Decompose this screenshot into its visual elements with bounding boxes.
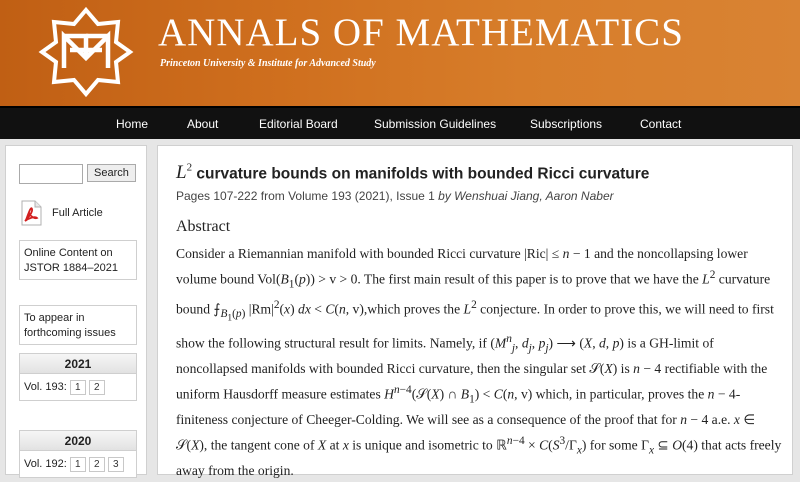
sidebar xyxy=(5,145,147,475)
issue-link[interactable]: 1 xyxy=(70,380,86,395)
year-box-2021 xyxy=(19,353,137,401)
year-heading[interactable]: 2021 xyxy=(20,354,136,374)
full-article-label: Full Article xyxy=(52,207,103,219)
title-text: curvature bounds on manifolds with bounded Ricci curvature xyxy=(192,165,650,183)
nav-subscriptions[interactable]: Subscriptions xyxy=(530,117,603,131)
abstract-heading: Abstract xyxy=(176,218,231,235)
issue-link[interactable]: 2 xyxy=(89,380,105,395)
header-banner xyxy=(0,0,800,106)
issue-link[interactable]: 1 xyxy=(70,457,86,472)
pages-volume-issue: Pages 107-222 from Volume 193 (2021), Issue 1 xyxy=(176,189,439,203)
year-box-2020 xyxy=(19,430,137,478)
nav-about[interactable]: About xyxy=(187,117,219,131)
forthcoming-label: To appear in forthcoming issues xyxy=(24,312,116,339)
abstract-text: Consider a Riemannian manifold with bounded Ricci curvature |Ric| ≤ n − 1 and the noncollapsing lower volume bound $Vol(B_1(p)) > v > 0$. The first main result of this paper is to prove that we have the $L^2$ curvature bound $⨍_{B_1(p)}$ $|Rm|^2(x)$ dx < C(n, v),which proves the $L^2$ conjecture. In order to prove this, we will need to first show the following structural result for limits. Namely, if ($M^n_j$, $d_j$, $p_j$) ⟶ (X, d, p) is a GH-limit of noncollapsed manifolds with bounded Ricci curvature, then the singular set 𝒮(X) is n − 4 rectifiable with the uniform Hausdorff measure estimates $H^{n-4}(𝒮(X)$ ∩ $B_1) < C(n$, v) which, in particular, proves the n − 4-finiteness conjecture of Cheeger-Colding. We will see as a consequence of the proof that for n − 4 a.e. x ∈ 𝒮(X), the tangent cone of X at x is unique and isometric to ℝ$^{n-4}$ × $C(S^3/\Gamma_x)$ for some $\Gamma_x$ ⊆ O(4) that acts freely away from the origin. xyxy=(176,246,782,478)
volume-row xyxy=(20,374,136,400)
article-meta xyxy=(176,189,614,203)
main-nav xyxy=(0,106,800,139)
jstor-link[interactable] xyxy=(19,240,137,280)
jstor-label: Online Content on JSTOR 1884–2021 xyxy=(24,247,118,274)
issue-link[interactable]: 2 xyxy=(89,457,105,472)
article-title xyxy=(176,162,649,184)
search-form xyxy=(19,164,136,184)
search-button[interactable]: Search xyxy=(87,164,136,182)
forthcoming-link[interactable] xyxy=(19,305,137,345)
volume-row xyxy=(20,451,136,477)
full-article-link[interactable] xyxy=(20,200,103,226)
year-heading[interactable]: 2020 xyxy=(20,431,136,451)
title-math: $L^2$ xyxy=(176,162,193,184)
issue-link[interactable]: 3 xyxy=(108,457,124,472)
nav-contact[interactable]: Contact xyxy=(640,117,682,131)
article-panel xyxy=(157,145,793,478)
pdf-icon xyxy=(20,200,42,226)
nav-submission-guidelines[interactable]: Submission Guidelines xyxy=(374,117,497,131)
nav-home[interactable]: Home xyxy=(116,117,149,131)
annals-monogram-logo[interactable] xyxy=(40,6,132,98)
site-subtitle: Princeton University & Institute for Advanced Study xyxy=(160,58,376,69)
authors[interactable]: by Wenshuai Jiang, Aaron Naber xyxy=(438,189,614,203)
volume-label: Vol. 193: xyxy=(24,381,67,393)
site-title[interactable]: ANNALS OF MATHEMATICS xyxy=(158,11,684,54)
search-input[interactable] xyxy=(19,164,83,184)
volume-label: Vol. 192: xyxy=(24,458,67,470)
nav-editorial-board[interactable]: Editorial Board xyxy=(259,117,338,131)
